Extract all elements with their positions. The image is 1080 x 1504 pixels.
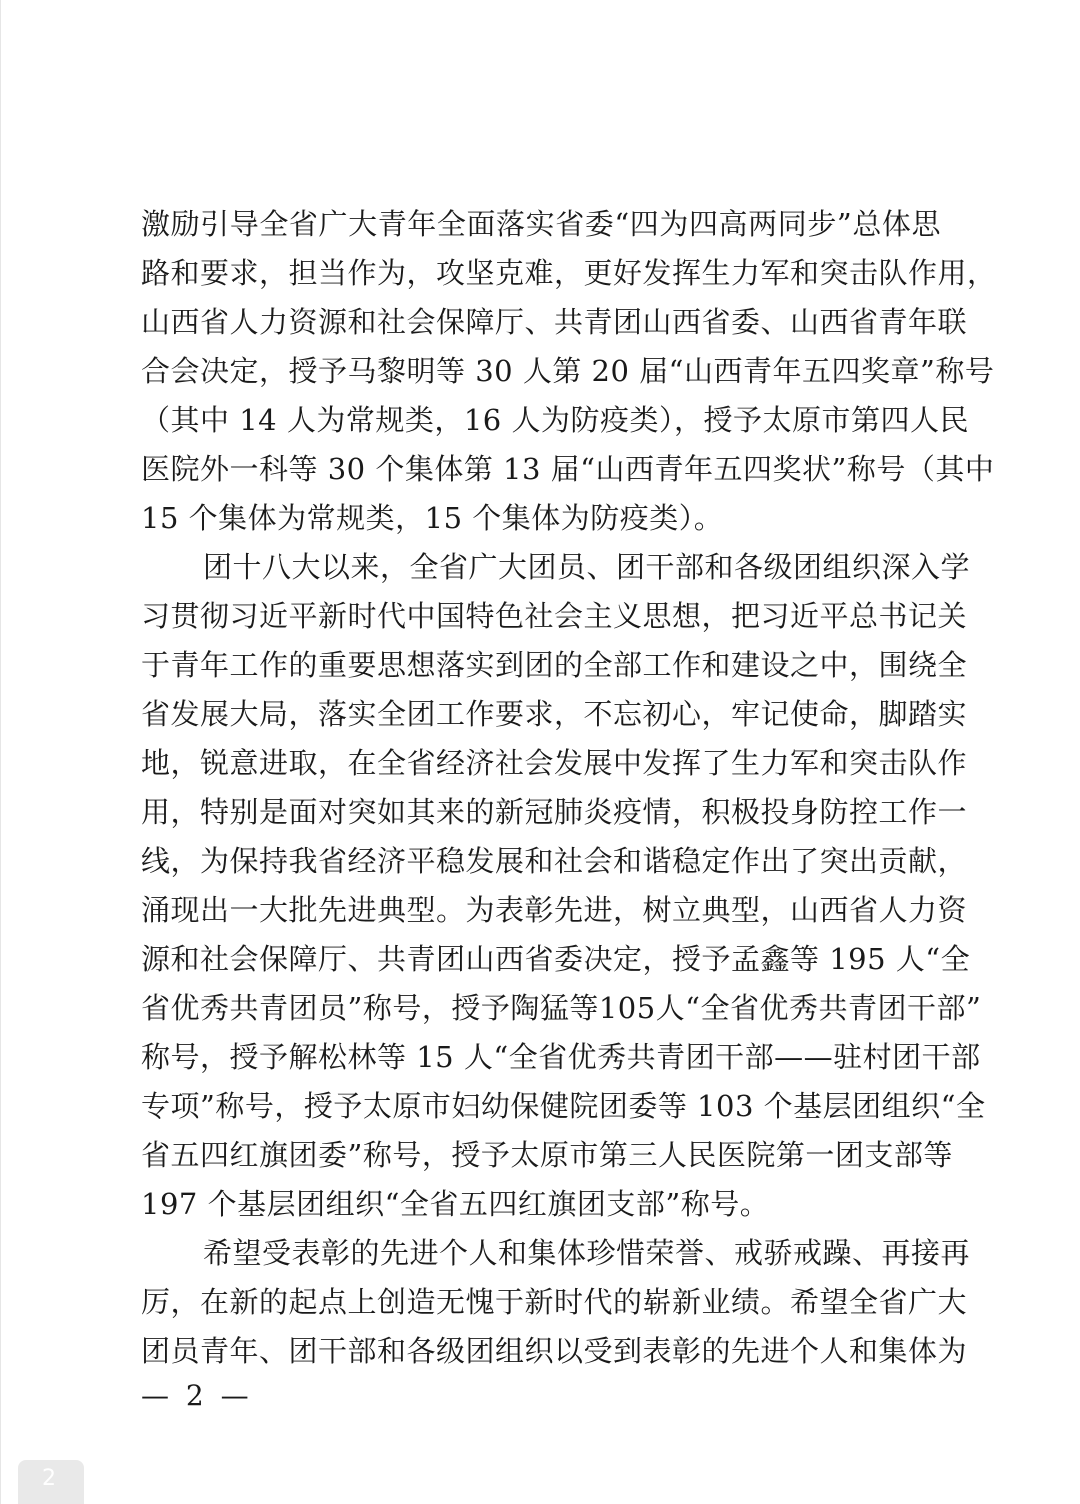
text-line: 用，特别是面对突如其来的新冠肺炎疫情，积极投身防控工作一: [141, 795, 968, 829]
text-line: 希望受表彰的先进个人和集体珍惜荣誉、戒骄戒躁、再接再: [203, 1236, 971, 1270]
text-line: （其中 14 人为常规类，16 人为防疫类），授予太原市第四人民: [141, 403, 969, 437]
paragraph: [141, 200, 997, 543]
page-thumbnail-tab[interactable]: [18, 1460, 84, 1504]
text-line: 涌现出一大批先进典型。为表彰先进，树立典型，山西省人力资: [141, 893, 968, 927]
text-line: 团员青年、团干部和各级团组织以受到表彰的先进个人和集体为: [141, 1334, 968, 1368]
text-line: 15 个集体为常规类，15 个集体为防疫类）。: [141, 501, 724, 535]
text-line: 称号，授予解松林等 15 人“全省优秀共青团干部——驻村团干部: [141, 1040, 981, 1074]
text-line: 源和社会保障厅、共青团山西省委决定，授予孟鑫等 195 人“全: [141, 942, 971, 976]
text-line: 地，锐意进取，在全省经济社会发展中发挥了生力军和突击队作: [141, 746, 968, 780]
text-line: 山西省人力资源和社会保障厅、共青团山西省委、山西省青年联: [141, 305, 968, 339]
text-line: 路和要求，担当作为，攻坚克难，更好发挥生力军和突击队作用，: [141, 256, 997, 290]
text-line: 线，为保持我省经济平稳发展和社会和谐稳定作出了突出贡献，: [141, 844, 968, 878]
text-line: 团十八大以来，全省广大团员、团干部和各级团组织深入学: [203, 550, 971, 584]
paragraph: [141, 1229, 971, 1376]
paragraph: [141, 543, 986, 1229]
body-text: [141, 200, 997, 1376]
text-line: 激励引导全省广大青年全面落实省委“四为四高两同步”总体思: [141, 207, 941, 241]
page-thumbnail-number: 2: [42, 1466, 56, 1491]
text-line: 省优秀共青团员”称号，授予陶猛等105人“全省优秀共青团干部”: [141, 991, 982, 1025]
text-line: 省五四红旗团委”称号，授予太原市第三人民医院第一团支部等: [141, 1138, 953, 1172]
text-line: 于青年工作的重要思想落实到团的全部工作和建设之中，围绕全: [141, 648, 968, 682]
text-line: 省发展大局，落实全团工作要求，不忘初心，牢记使命，脚踏实: [141, 697, 968, 731]
text-line: 合会决定，授予马黎明等 30 人第 20 届“山西青年五四奖章”称号: [141, 354, 995, 388]
text-line: 专项”称号，授予太原市妇幼保健院团委等 103 个基层团组织“全: [141, 1089, 986, 1123]
text-line: 医院外一科等 30 个集体第 13 届“山西青年五四奖状”称号（其中: [141, 452, 995, 486]
page-number: — 2 —: [141, 1379, 253, 1412]
text-line: 厉，在新的起点上创造无愧于新时代的崭新业绩。希望全省广大: [141, 1285, 968, 1319]
text-line: 习贯彻习近平新时代中国特色社会主义思想，把习近平总书记关: [141, 599, 968, 633]
text-line: 197 个基层团组织“全省五四红旗团支部”称号。: [141, 1187, 770, 1221]
